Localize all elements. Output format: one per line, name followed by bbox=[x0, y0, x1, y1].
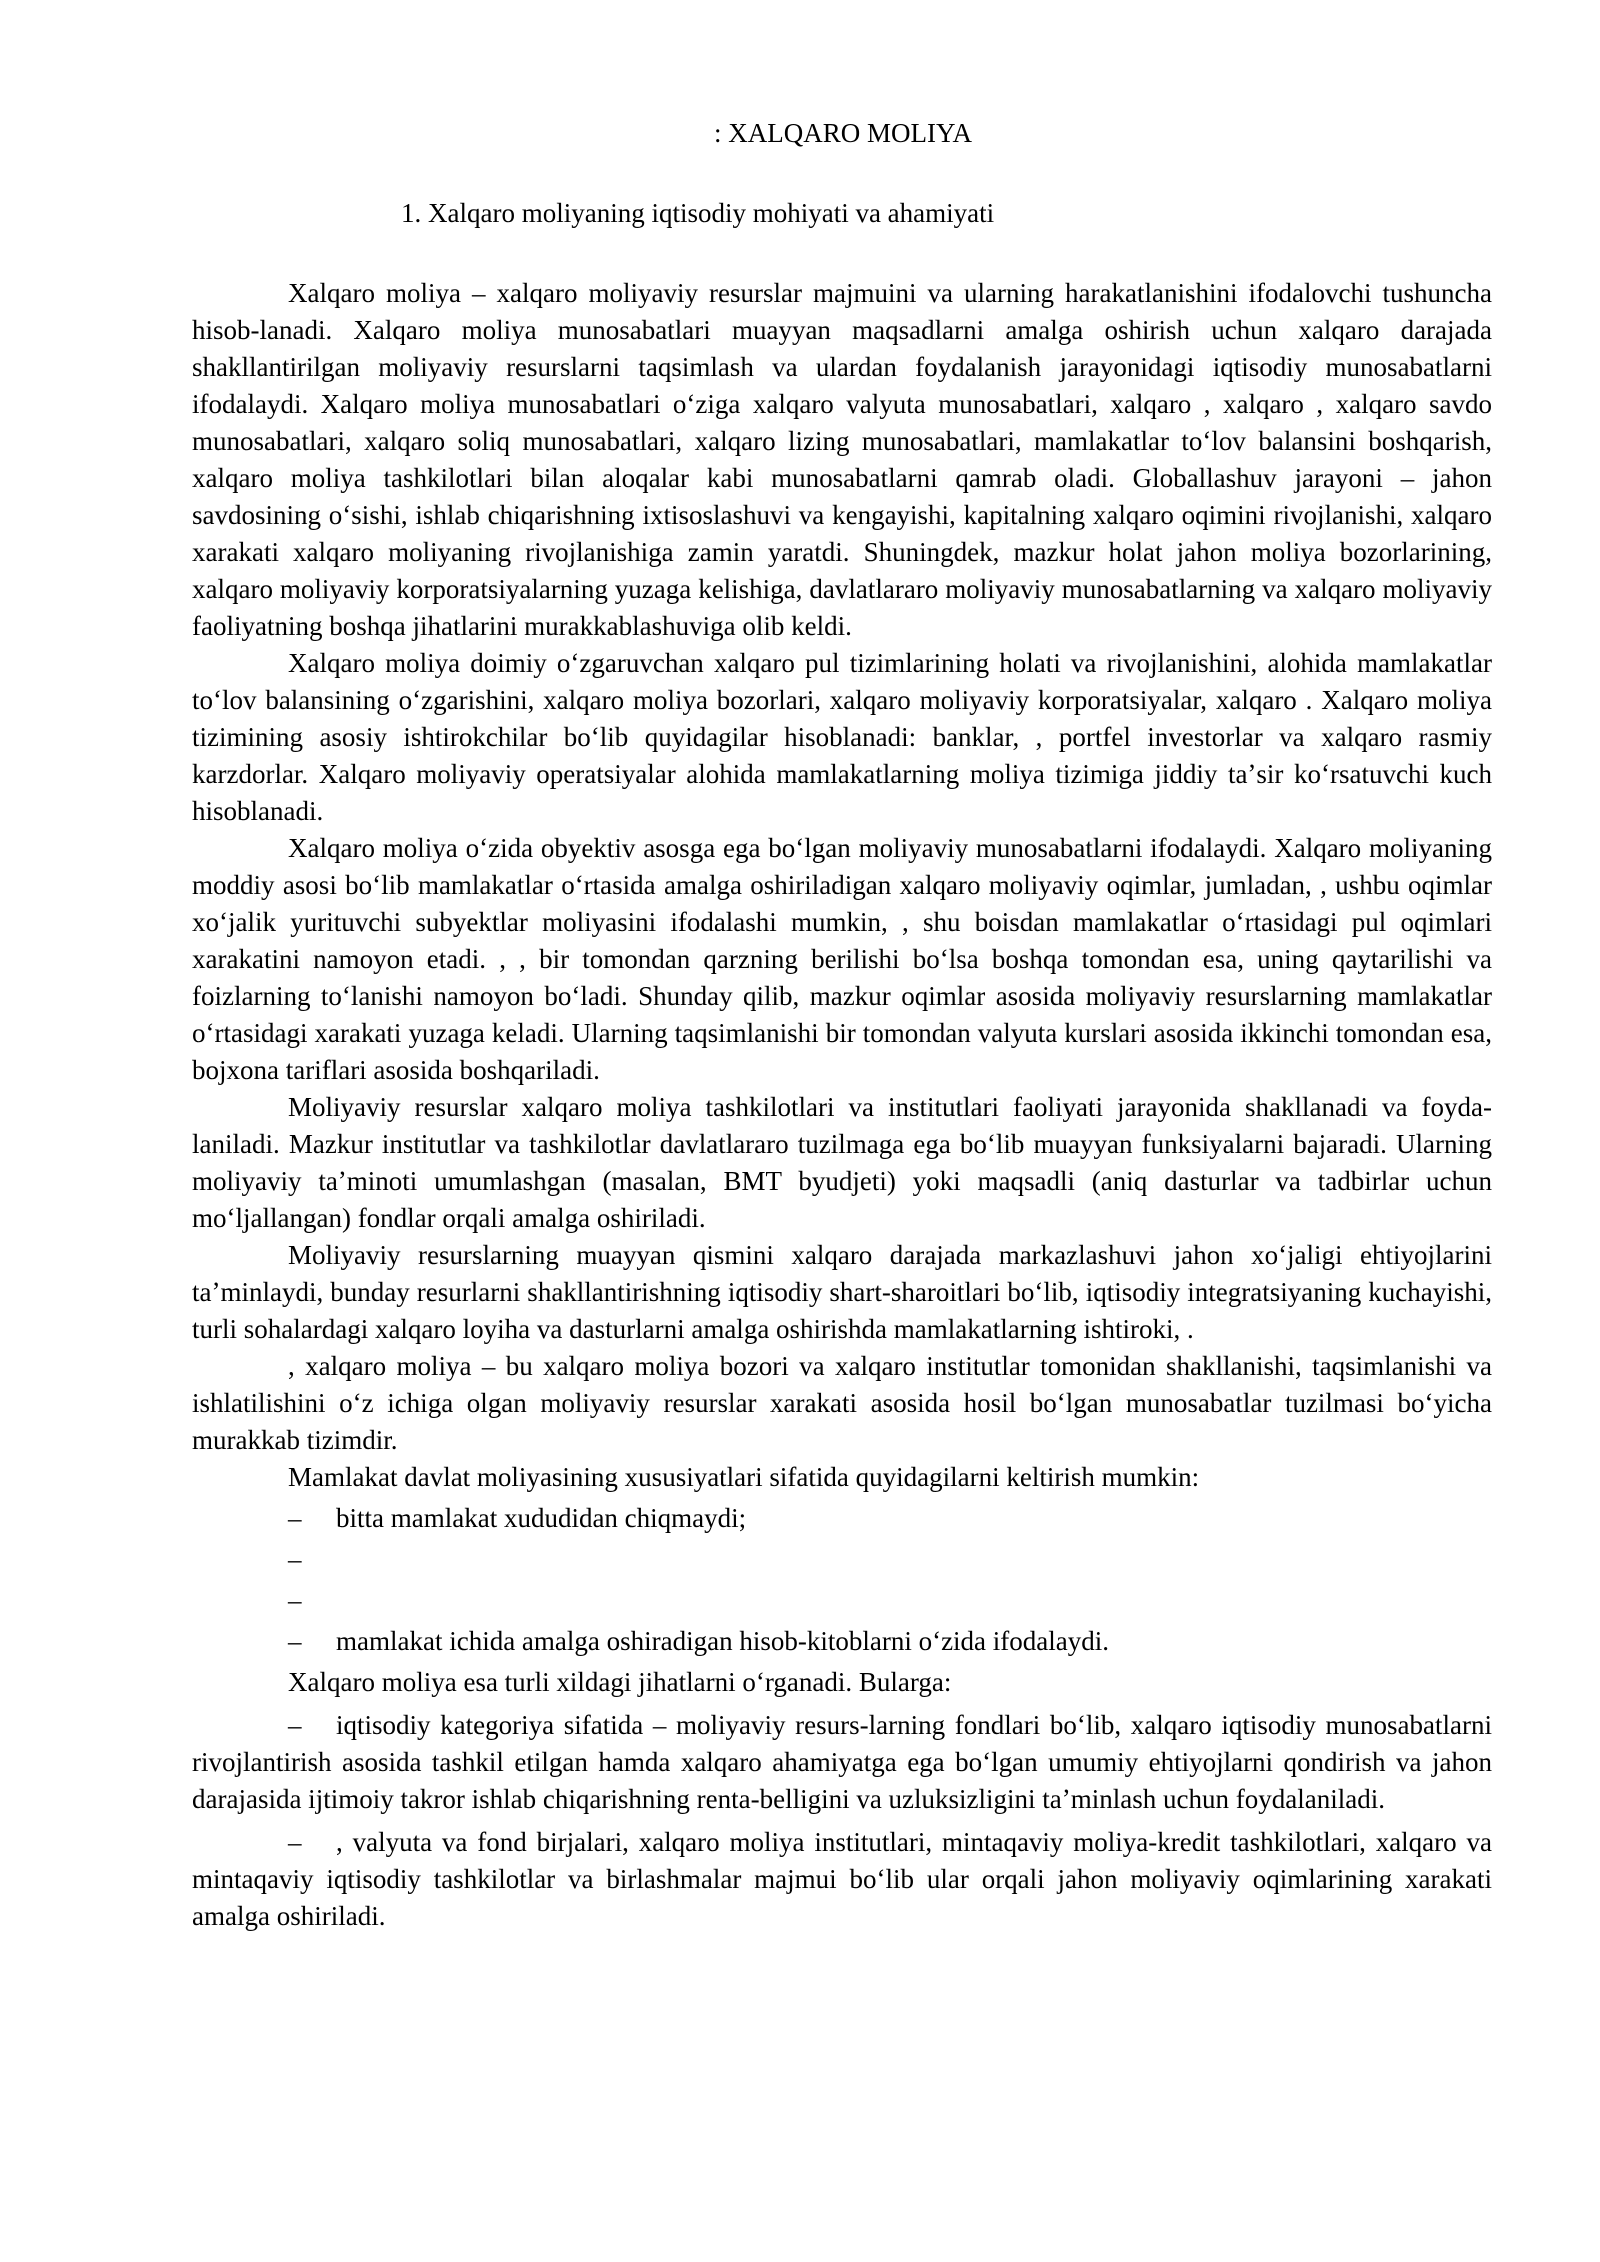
dash-bullet-icon: – bbox=[288, 1626, 302, 1656]
paragraph: Moliyaviy resurslar xalqaro moliya tashkilotlari va institutlari faoliyati jarayonida shakllanadi va foyda-laniladi. Mazkur institutlar va tashkilotlar davlatlararo tuzilmaga ega boʻlib muayyan funksiyalarni bajaradi. Ularning moliyaviy taʼminoti umumlashgan (masalan, BMT byudjeti) yoki maqsadli (aniq dasturlar va tadbirlar uchun moʻljallangan) fondlar orqali amalga oshiriladi. bbox=[192, 1092, 1492, 1233]
paragraph: Moliyaviy resurslarning muayyan qismini xalqaro darajada markazlashuvi jahon xoʻjaligi ehtiyojlarini taʼminlaydi, bunday resurlarni shakllantirishning iqtisodiy shart-sharoitlari boʻlib, iqtisodiy integratsiyaning kuchayishi, turli sohalardagi xalqaro loyiha va dasturlarni amalga oshirishda mamlakatlarning ishtiroki, . bbox=[192, 1240, 1492, 1344]
paragraph: Xalqaro moliya esa turli xildagi jihatlarni oʻrganadi. Bularga: bbox=[288, 1667, 952, 1697]
list-item bbox=[192, 1582, 1492, 1619]
list-item bbox=[192, 1623, 1492, 1660]
section-heading: 1. Xalqaro moliyaning iqtisodiy mohiyati va ahamiyati bbox=[401, 198, 995, 228]
list-item-text: iqtisodiy kategoriya sifatida – moliyaviy resurs-larning fondlari boʻlib, xalqaro iqtisodiy munosabatlarni rivojlantirish asosida tashkil etilgan hamda xalqaro ahamiyatga ega boʻlgan umumiy ehtiyojlarni qondirish va jahon darajasida ijtimoiy takror ishlab chiqarishning renta-belligini va uzluksizligini taʼminlash uchun foydalaniladi. bbox=[192, 1710, 1492, 1814]
paragraph: Xalqaro moliya – xalqaro moliyaviy resurslar majmuini va ularning harakatlanishini ifodalovchi tushuncha hisob-lanadi. Xalqaro moliya munosabatlari muayyan maqsadlarni amalga oshirish uchun xalqaro darajada shakllantirilgan moliyaviy resurslarni taqsimlash va ulardan foydalanish jarayonidagi iqtisodiy munosabatlarni ifodalaydi. Xalqaro moliya munosabatlari oʻziga xalqaro valyuta munosabatlari, xalqaro , xalqaro , xalqaro savdo munosabatlari, xalqaro soliq munosabatlari, xalqaro lizing munosabatlari, mamlakatlar toʻlov balansini boshqarish, xalqaro moliya tashkilotlari bilan aloqalar kabi munosabatlarni qamrab oladi. Globallashuv jarayoni – jahon savdosining oʻsishi, ishlab chiqarishning ixtisoslashuvi va kengayishi, kapitalning xalqaro oqimini rivojlanishi, xalqaro xarakati xalqaro moliyaning rivojlanishiga zamin yaratdi. Shuningdek, mazkur holat jahon moliya bozorlarining, xalqaro moliyaviy korporatsiyalarning yuzaga kelishiga, davlatlararo moliyaviy munosabatlarning va xalqaro moliyaviy faoliyatning boshqa jihatlarini murakkablashuviga olib keldi. bbox=[192, 278, 1492, 641]
dash-bullet-icon: – bbox=[288, 1544, 302, 1574]
paragraph: Xalqaro moliya doimiy oʻzgaruvchan xalqaro pul tizimlarining holati va rivojlanishini, alohida mamlakatlar toʻlov balansining oʻzgarishini, xalqaro moliya bozorlari, xalqaro moliyaviy korporatsiyalar, xalqaro . Xalqaro moliya tizimining asosiy ishtirokchilar boʻlib quyidagilar hisoblanadi: banklar, , portfel investorlar va xalqaro rasmiy karzdorlar. Xalqaro moliyaviy operatsiyalar alohida mamlakatlarning moliya tizimiga jiddiy taʼsir koʻrsatuvchi kuch hisoblanadi. bbox=[192, 648, 1492, 826]
document-title: : XALQARO MOLIYA bbox=[714, 118, 972, 148]
paragraph: Xalqaro moliya oʻzida obyektiv asosga ega boʻlgan moliyaviy munosabatlarni ifodalaydi. Xalqaro moliyaning moddiy asosi boʻlib mamlakatlar oʻrtasida amalga oshiriladigan xalqaro moliyaviy oqimlar, jumladan, , ushbu oqimlar xoʻjalik yurituvchi subyektlar moliyasini ifodalashi mumkin, , shu boisdan mamlakatlar oʻrtasidagi pul oqimlari xarakatini namoyon etadi. , , bir tomondan qarzning berilishi boʻlsa boshqa tomondan esa, uning qaytarilishi va foizlarning toʻlanishi namoyon boʻladi. Shunday qilib, mazkur oqimlar asosida moliyaviy resurslarning mamlakatlar oʻrtasidagi xarakati yuzaga keladi. Ularning taqsimlanishi bir tomondan valyuta kurslari asosida ikkinchi tomondan esa, bojxona tariflari asosida boshqariladi. bbox=[192, 833, 1492, 1085]
list-item-text: mamlakat ichida amalga oshiradigan hisob-kitoblarni oʻzida ifodalaydi. bbox=[336, 1626, 1110, 1656]
dash-bullet-icon: – bbox=[288, 1585, 302, 1615]
dash-bullet-icon: – bbox=[288, 1710, 302, 1740]
list-item bbox=[192, 1500, 1492, 1537]
list-item bbox=[192, 1707, 1492, 1818]
list-item-text: bitta mamlakat xududidan chiqmaydi; bbox=[336, 1503, 747, 1533]
list-item bbox=[192, 1541, 1492, 1578]
dash-bullet-icon: – bbox=[288, 1503, 302, 1533]
state-finance-list bbox=[192, 1500, 1492, 1660]
paragraph: , xalqaro moliya – bu xalqaro moliya bozori va xalqaro institutlar tomonidan shakllanishi, taqsimlanishi va ishlatilishini oʻz ichiga olgan moliyaviy resurslar xarakati asosida hosil boʻlgan munosabatlar tuzilmasi boʻyicha murakkab tizimdir. bbox=[192, 1351, 1492, 1455]
document-body bbox=[192, 275, 1492, 1939]
intl-finance-list bbox=[192, 1707, 1492, 1935]
list-item bbox=[192, 1824, 1492, 1935]
dash-bullet-icon: – bbox=[288, 1827, 302, 1857]
paragraph: Mamlakat davlat moliyasining xususiyatlari sifatida quyidagilarni keltirish mumkin: bbox=[288, 1462, 1200, 1492]
list-item-text: , valyuta va fond birjalari, xalqaro moliya institutlari, mintaqaviy moliya-kredit tashkilotlari, xalqaro va mintaqaviy iqtisodiy tashkilotlar va birlashmalar majmui boʻlib ular orqali jahon moliyaviy oqimlarining xarakati amalga oshiriladi. bbox=[192, 1827, 1492, 1931]
